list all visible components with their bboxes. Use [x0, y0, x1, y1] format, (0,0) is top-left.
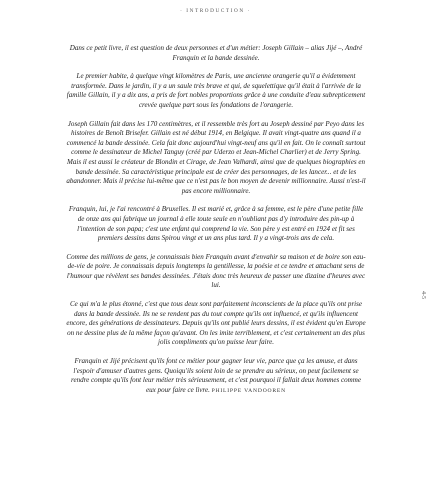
page-folio: 4-5	[420, 291, 426, 299]
paragraph-7-text: Franquin et Jijé précisent qu'ils font ce métier pour gagner leur vie, parce que ça les amuse, et dans l'espoir d'amuser d'autres gens. Quoiqu'ils soient loin de se prendre au sérieux, on peut facilement se rendre compte qu'ils font leur métier très sérieusement, et c'est pourquoi il fallait deux hommes comme eux pour faire ce livre.	[71, 357, 361, 394]
paragraph-4: Franquin, lui, je l'ai rencontré à Bruxelles. Il est marié et, grâce à sa femme, est le père d'une petite fille de onze ans qui fabrique un journal à elle toute seule en n'oubliant pas d'y introduire des pin-up à l'intention de son papa; c'est une enfant qui comprend la vie. Son père y est entré en 1924 et fit ses premiers dessins dans Spirou vingt et un ans plus tard. Il y a vingt-trois ans de cela.	[68, 205, 364, 243]
running-header: · INTRODUCTION ·	[180, 8, 251, 14]
paragraph-6: Ce qui m'a le plus étonné, c'est que tous deux sont parfaitement inconscients de la place qu'ils ont prise dans la bande dessinée. Ils ne se rendent pas du tout compte qu'ils ont influencé, et qu'ils influencent encore, des générations de dessinateurs. Depuis qu'ils ont publié leurs dessins, il est évident qu'en Europe on ne dessine plus de la même façon qu'avant. On les imite terriblement, et c'est certainement un des plus jolis compliments qu'on puisse leur faire.	[66, 300, 366, 347]
paragraph-2: Le premier habite, à quelque vingt kilomètres de Paris, une ancienne orangerie qu'il a évidemment transformée. Dans le jardin, il y a un saule très brave et qui, de squelettique qu'il était à l'arrivée de la famille Gillain, il y a dix ans, a pris de fort nobles proportions grâce à une conduite d'eau subrepticement crevée quelque part sous les fondations de l'orangerie.	[66, 72, 366, 109]
paragraph-3: Joseph Gillain fait dans les 170 centimètres, et il ressemble très fort au Joseph dessiné par Peyo dans les histoires de Benoît Brisefer. Gillain est né début 1914, en Belgique. Il avait vingt-quatre ans quand il a commencé la bande dessinée. Cela fait donc aujourd'hui vingt-neuf ans qu'il en fait. On le connaît surtout comme le dessinateur de Michel Tanguy (créé par Uderzo et Jean-Michel Charlier) et de Jerry Spring. Mais il est aussi le créateur de Blondin et Cirage, de Jean Valhardi, ainsi que de quelques biographies en bande dessinée. Sa caractéristique principale est de créer des personnages, de les lancer... et de les abandonner. Mais il précise lui-même que ce n'est pas le bon moyen de devenir millionnaire. Aussi n'est-il pas encore millionnaire.	[66, 119, 366, 195]
introduction-text	[66, 44, 366, 396]
paragraph-7	[66, 357, 366, 396]
author-signature: PHILIPPE VANDOOREN	[211, 387, 286, 394]
paragraph-1: Dans ce petit livre, il est question de deux personnes et d'un métier: Joseph Gillain – alias Jijé –, André Franquin et la bande dessinée.	[69, 44, 363, 62]
paragraph-5: Comme des millions de gens, je connaissais bien Franquin avant d'envahir sa maison et de boire son eau-de-vie de poire. Je connaissais depuis longtemps la gentillesse, la poésie et ce tendre et attachant sens de l'humour que révèlent ses bandes dessinées. J'étais donc très heureux de passer une dizaine d'heures avec lui.	[66, 252, 366, 290]
